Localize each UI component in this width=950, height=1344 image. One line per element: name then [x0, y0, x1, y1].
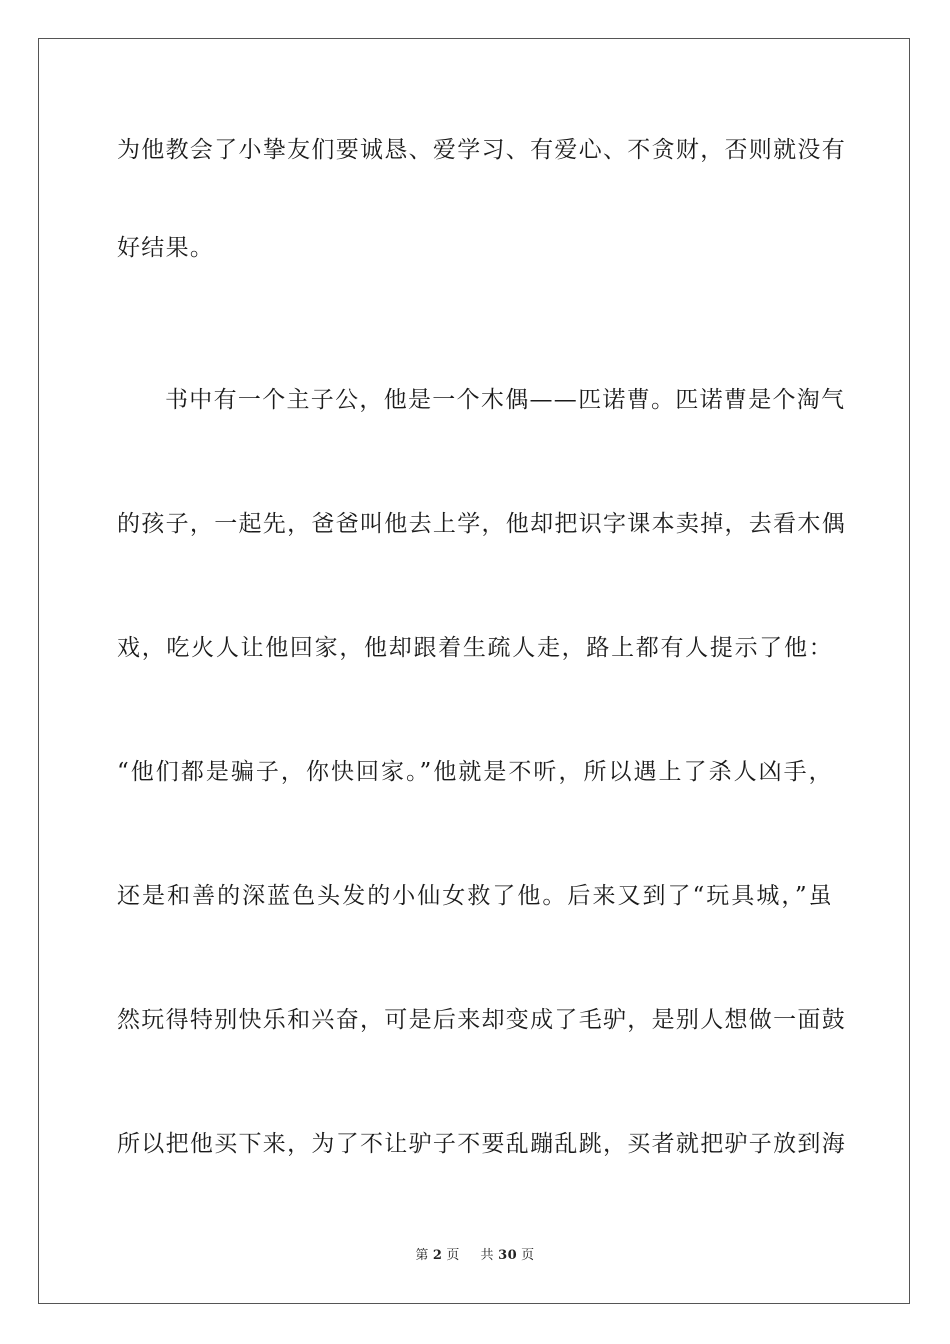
page-suffix: 页	[446, 1248, 460, 1263]
total-prefix: 共	[480, 1248, 495, 1263]
text-line-9: 所以把他买下来，为了不让驴子不要乱蹦乱跳，买者就把驴子放到海	[117, 1131, 846, 1157]
page-border	[38, 38, 910, 1304]
page-indicator	[411, 1248, 464, 1263]
text-line-8: 然玩得特别快乐和兴奋，可是后来却变成了毛驴，是别人想做一面鼓	[117, 1007, 846, 1033]
total-pages: 30	[498, 1248, 518, 1263]
page-prefix: 第	[415, 1248, 429, 1263]
text-line-7: 还是和善的深蓝色头发的小仙女救了他。后来又到了“玩具城，”虽	[117, 883, 833, 909]
text-line-4: 的孩子，一起先，爸爸叫他去上学，他却把识字课本卖掉，去看木偶	[117, 511, 846, 537]
text-line-3: 书中有一个主子公，他是一个木偶——匹诺曹。匹诺曹是个淘气	[165, 387, 846, 413]
text-line-2: 好结果。	[117, 235, 215, 261]
total-suffix: 页	[521, 1248, 535, 1263]
text-line-1: 为他教会了小挚友们要诚恳、爱学习、有爱心、不贪财，否则就没有	[117, 137, 846, 163]
page-footer	[0, 1248, 950, 1264]
total-indicator	[477, 1248, 539, 1263]
text-line-5: 戏，吃火人让他回家，他却跟着生疏人走，路上都有人提示了他：	[117, 635, 833, 661]
page-number: 2	[432, 1248, 443, 1263]
text-line-6: “他们都是骗子，你快回家。”他就是不听，所以遇上了杀人凶手，	[117, 759, 833, 785]
